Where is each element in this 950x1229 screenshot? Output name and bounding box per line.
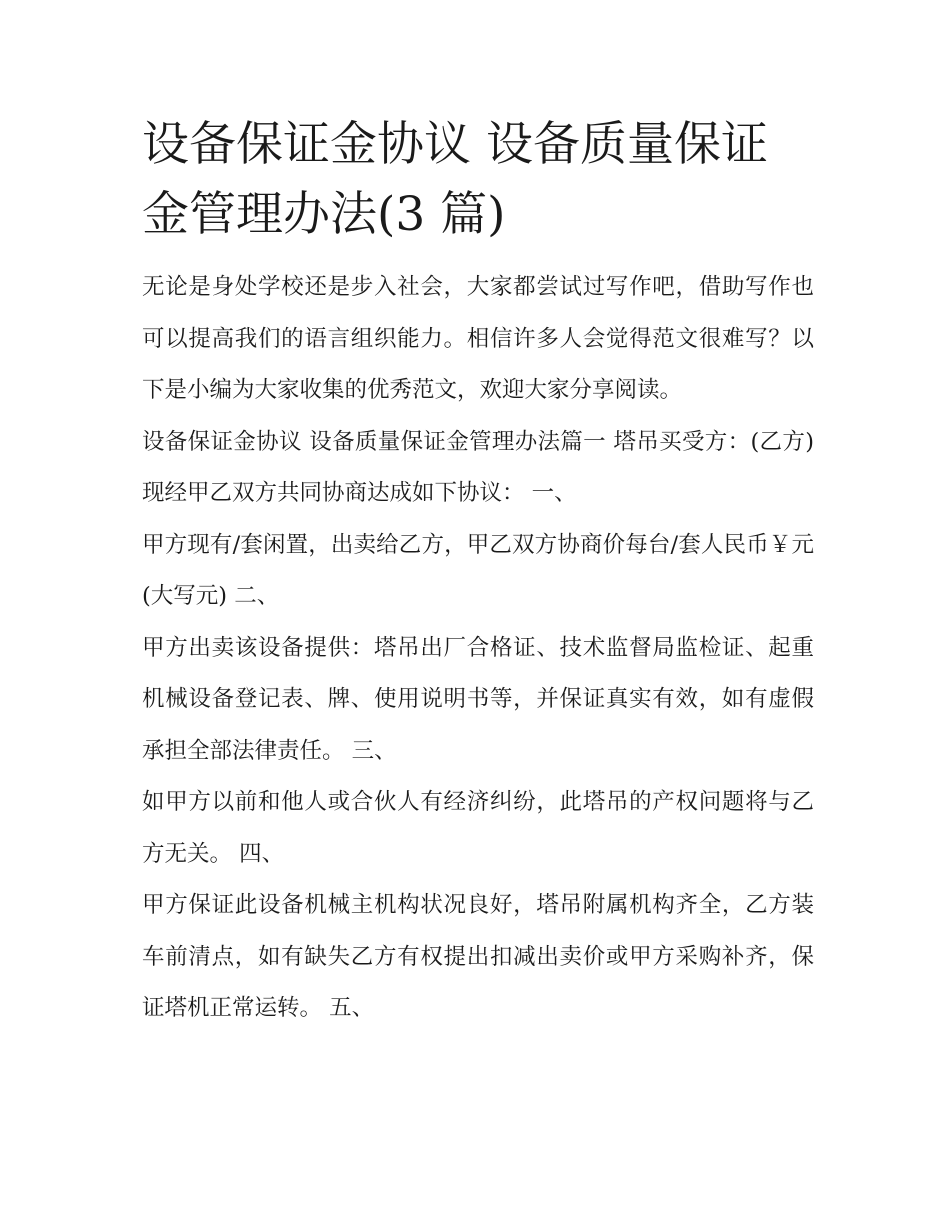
- clause-three-paragraph: 如甲方以前和他人或合伙人有经济纠纷，此塔吊的产权问题将与乙方无关。 四、: [142, 789, 814, 867]
- title-line-2: 金管理办法(3 篇): [142, 187, 506, 242]
- clause-four-paragraph: 甲方保证此设备机械主机构状况良好，塔吊附属机构齐全，乙方装车前清点，如有缺失乙方有权提出扣减出卖价或甲方采购补齐，保证塔机正常运转。 五、: [142, 892, 814, 1021]
- intro-paragraph: 无论是身处学校还是步入社会，大家都尝试过写作吧，借助写作也可以提高我们的语言组织能力。相信许多人会觉得范文很难写？以下是小编为大家收集的优秀范文，欢迎大家分享阅读。: [142, 274, 814, 403]
- clause-one-paragraph: 甲方现有/套闲置，出卖给乙方，甲乙双方协商价每台/套人民币￥元(大写元) 二、: [142, 531, 814, 609]
- document-page: [142, 110, 814, 1035]
- clause-two-paragraph: 甲方出卖该设备提供：塔吊出厂合格证、技术监督局监检证、起重机械设备登记表、牌、使用说明书等，并保证真实有效，如有虚假承担全部法律责任。 三、: [142, 634, 814, 764]
- agreement-heading-paragraph: 设备保证金协议 设备质量保证金管理办法篇一 塔吊买受方：(乙方) 现经甲乙双方共同协商达成如下协议： 一、: [142, 428, 814, 506]
- document-title: [142, 110, 814, 250]
- title-line-1: 设备保证金协议 设备质量保证: [142, 117, 768, 172]
